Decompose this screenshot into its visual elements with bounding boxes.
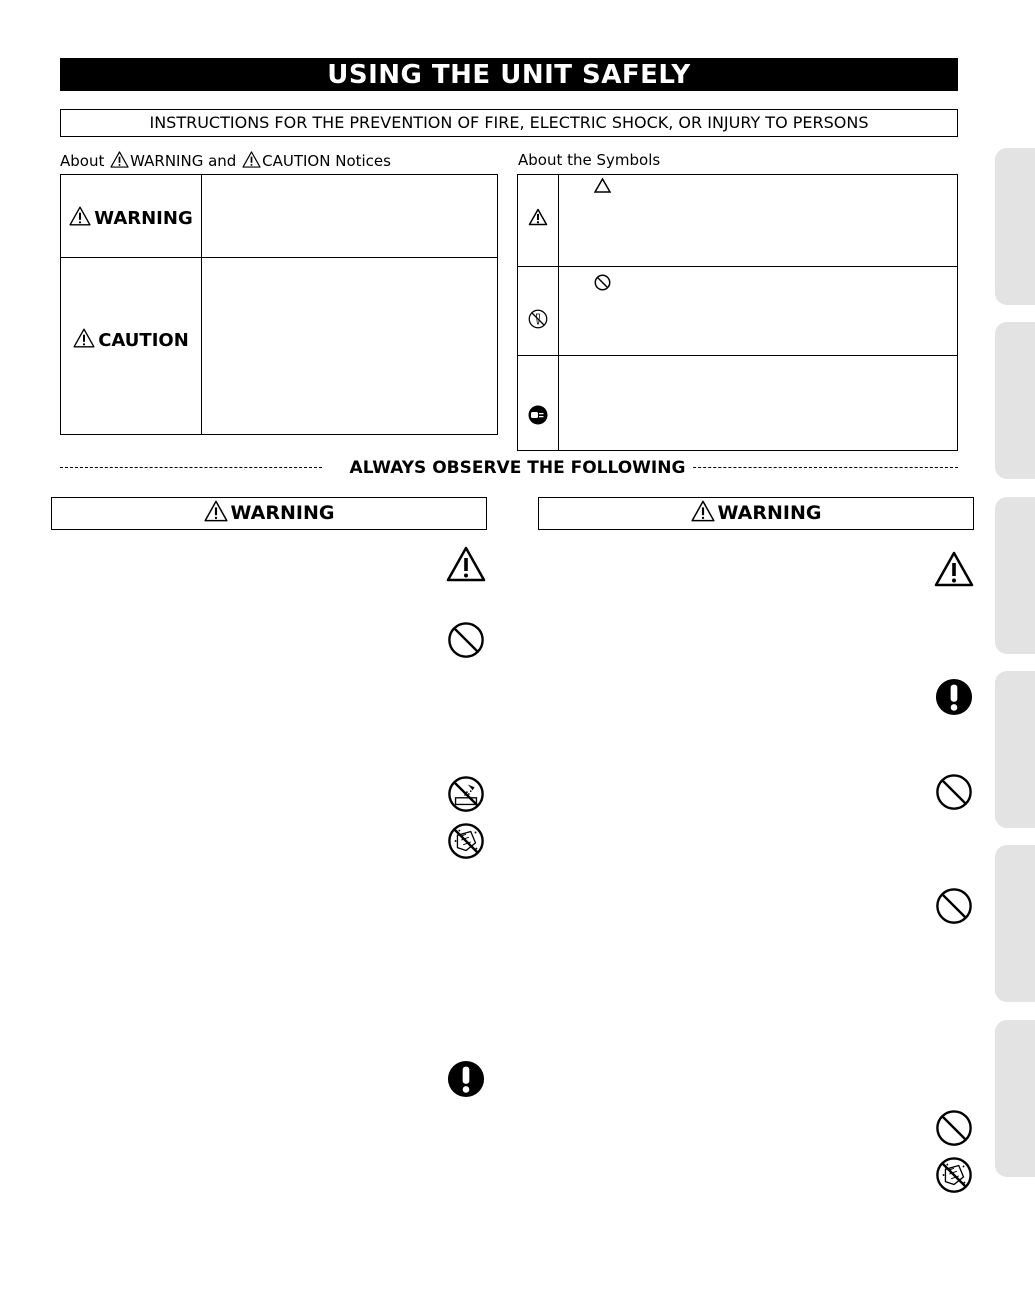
prohibited-circle-icon bbox=[594, 274, 611, 291]
edge-tab bbox=[995, 845, 1035, 1002]
notice-warning-label: WARNING bbox=[94, 208, 193, 229]
symbols-heading: About the Symbols bbox=[518, 151, 661, 169]
edge-tab bbox=[995, 322, 1035, 479]
table-divider bbox=[518, 355, 957, 356]
left-warning-label: WARNING bbox=[230, 502, 335, 524]
warning-triangle-icon bbox=[446, 546, 486, 582]
instructions-banner: INSTRUCTIONS FOR THE PREVENTION OF FIRE, ELECTRIC SHOCK, OR INJURY TO PERSONS bbox=[60, 109, 958, 137]
notices-heading-prefix: About bbox=[60, 152, 105, 170]
warning-triangle-icon bbox=[242, 151, 261, 168]
unplug-icon bbox=[528, 405, 548, 425]
always-observe-heading bbox=[0, 458, 1035, 478]
edge-tab bbox=[995, 148, 1035, 305]
mandatory-icon bbox=[447, 1060, 485, 1098]
notices-heading bbox=[60, 151, 391, 170]
table-divider bbox=[201, 175, 202, 434]
warning-triangle-icon bbox=[69, 206, 91, 226]
table-divider bbox=[61, 257, 497, 258]
edge-tab bbox=[995, 1020, 1035, 1177]
warning-triangle-icon bbox=[204, 500, 228, 522]
notices-heading-and: and bbox=[208, 152, 237, 170]
warning-triangle-icon bbox=[528, 208, 548, 226]
no-shower-icon bbox=[447, 775, 485, 813]
edge-tab bbox=[995, 497, 1035, 654]
warning-triangle-icon bbox=[73, 328, 95, 348]
warning-triangle-icon bbox=[934, 551, 974, 587]
always-observe-text: ALWAYS OBSERVE THE FOLLOWING bbox=[342, 458, 694, 478]
no-touch-icon bbox=[447, 822, 485, 860]
notices-heading-suffix: Notices bbox=[335, 152, 391, 170]
notices-heading-warning: WARNING bbox=[130, 152, 204, 170]
table-divider bbox=[558, 175, 559, 450]
warning-triangle-icon bbox=[691, 500, 715, 522]
notice-warning-row bbox=[61, 206, 201, 229]
mandatory-icon bbox=[935, 678, 973, 716]
notices-table bbox=[60, 174, 498, 435]
edge-tab bbox=[995, 671, 1035, 828]
right-warning-label: WARNING bbox=[717, 502, 822, 524]
notice-caution-row bbox=[61, 328, 201, 351]
prohibited-icon bbox=[935, 1109, 973, 1147]
page-title: USING THE UNIT SAFELY bbox=[60, 58, 958, 91]
prohibited-icon bbox=[935, 887, 973, 925]
notice-caution-label: CAUTION bbox=[98, 330, 189, 351]
prohibited-icon bbox=[935, 773, 973, 811]
table-divider bbox=[518, 266, 957, 267]
symbols-table bbox=[517, 174, 958, 451]
no-touch-icon bbox=[935, 1156, 973, 1194]
prohibited-icon bbox=[447, 621, 485, 659]
warning-triangle-icon bbox=[110, 151, 129, 168]
no-disassemble-icon bbox=[528, 309, 548, 329]
notices-heading-caution: CAUTION bbox=[262, 152, 331, 170]
triangle-outline-icon bbox=[594, 178, 611, 193]
left-warning-header bbox=[51, 497, 487, 530]
right-warning-header bbox=[538, 497, 974, 530]
